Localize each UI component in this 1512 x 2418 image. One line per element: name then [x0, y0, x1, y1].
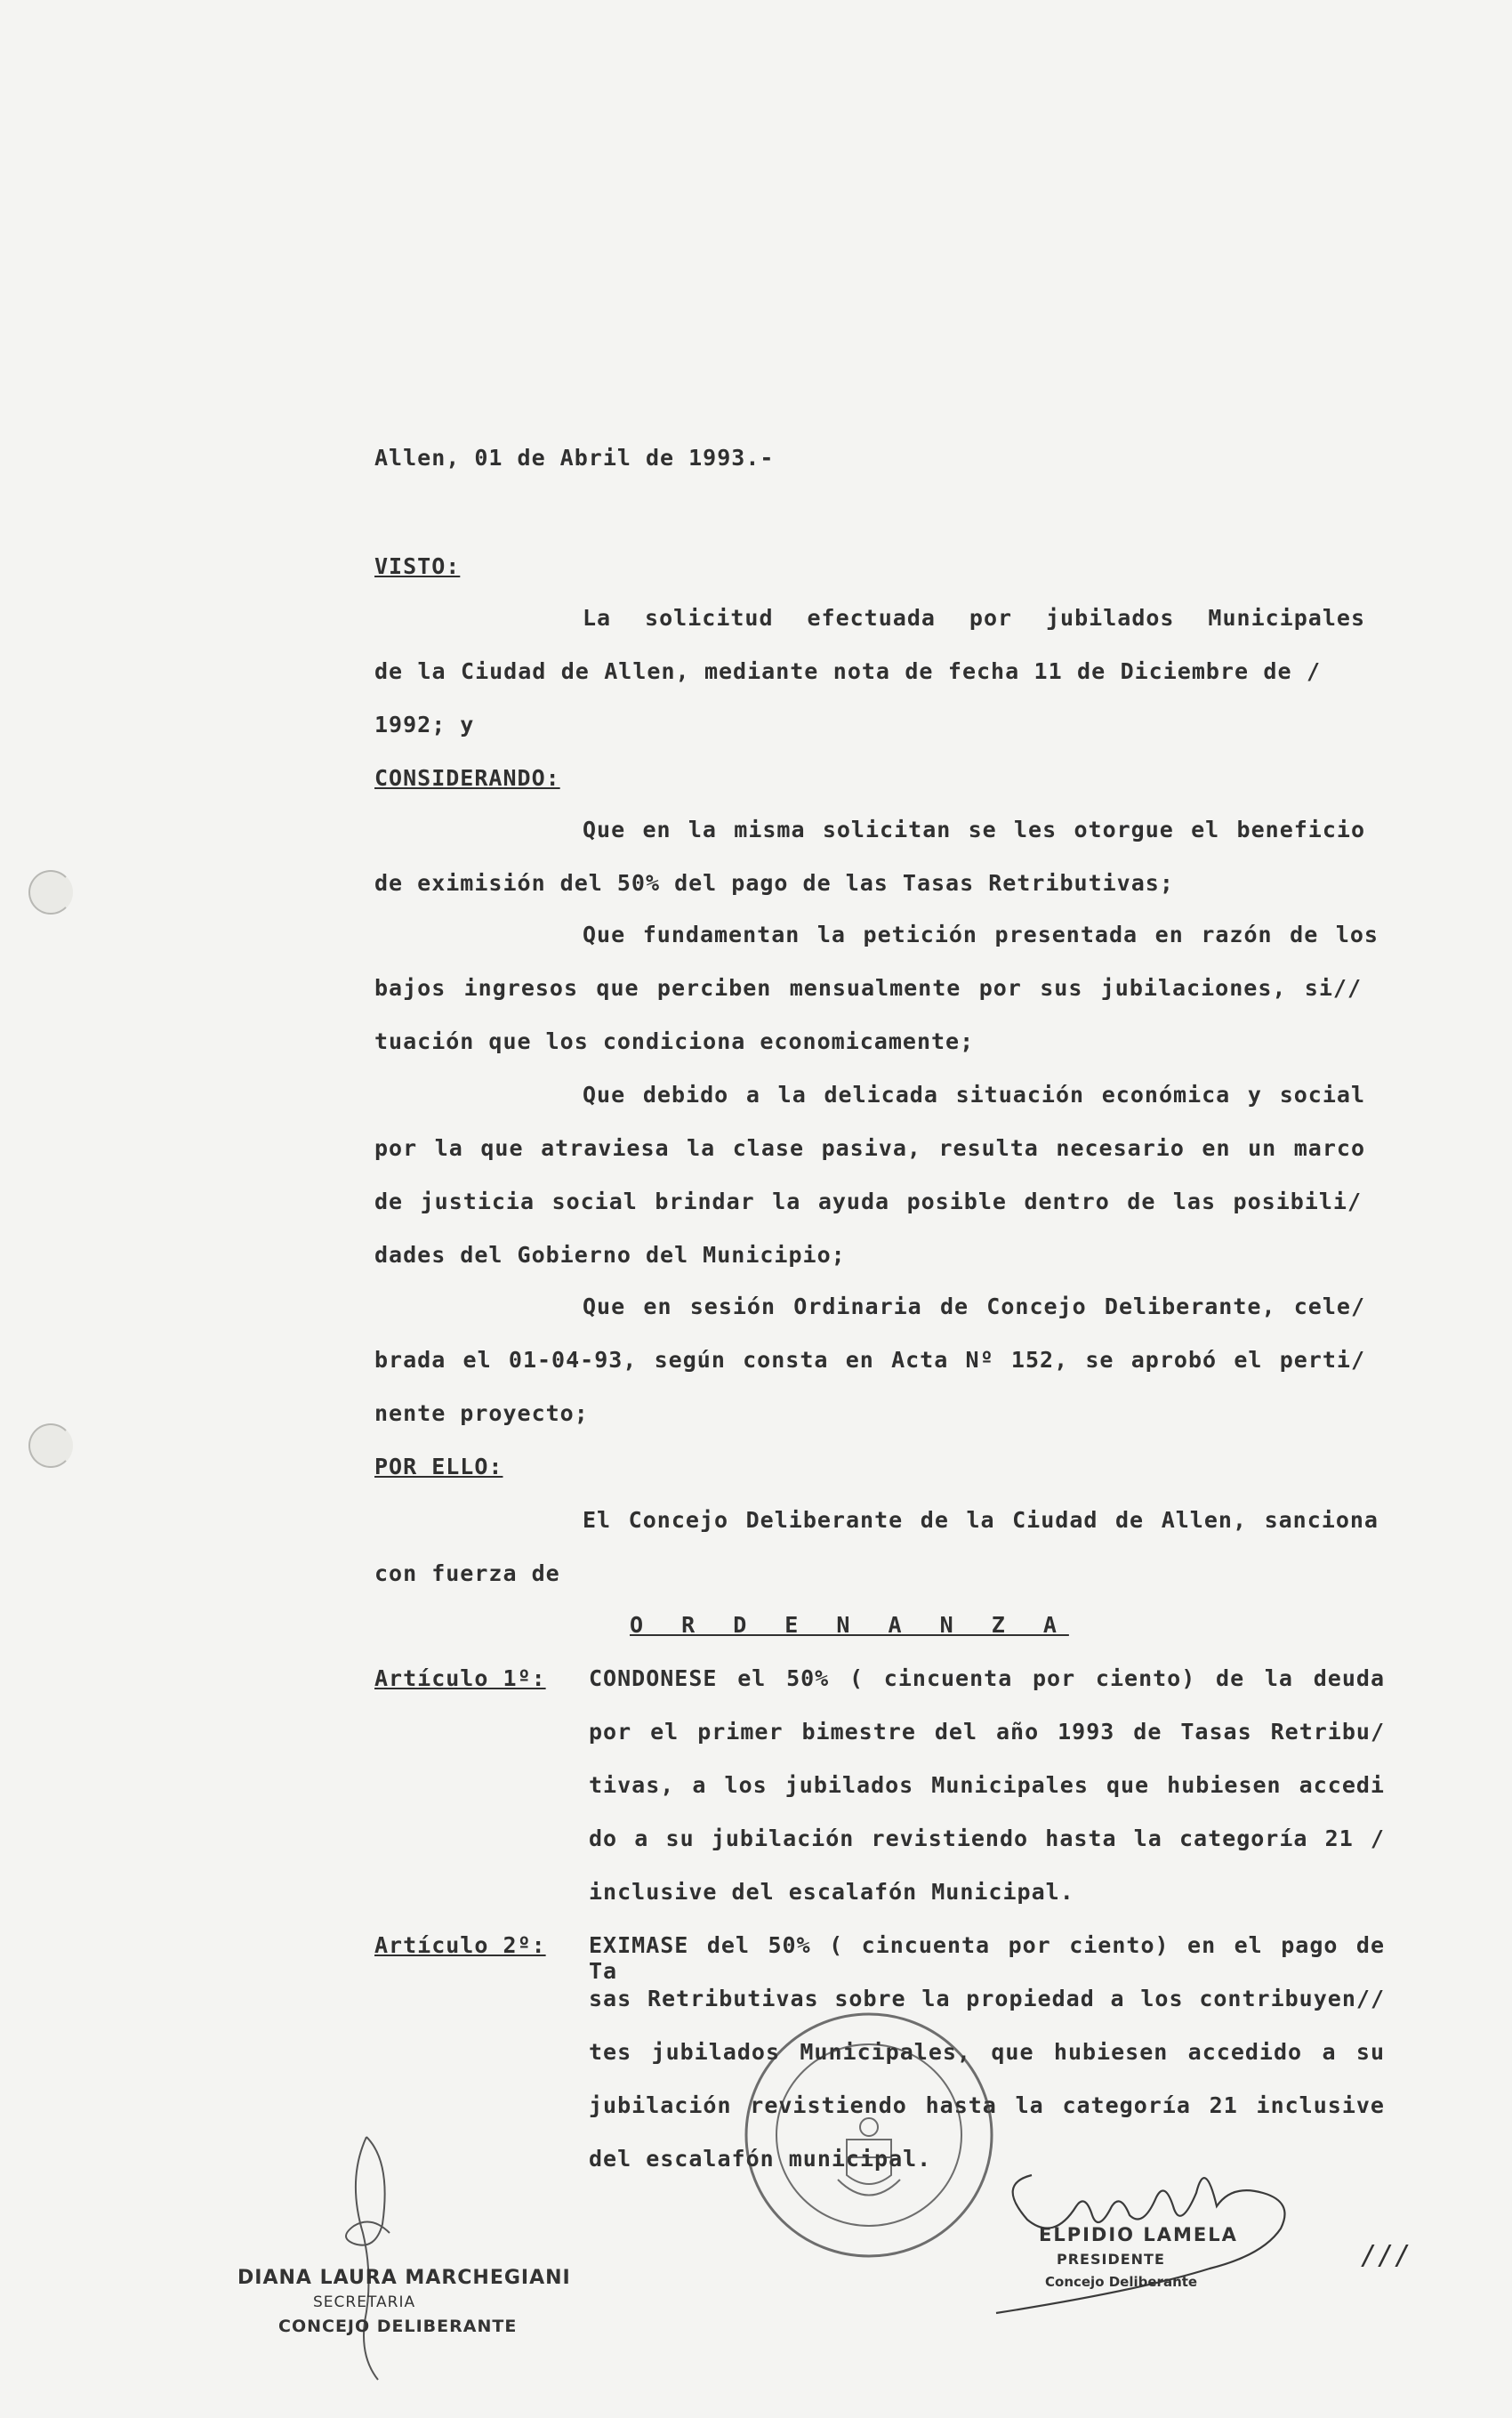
- secretaria-name: DIANA LAURA MARCHEGIANI: [237, 2267, 571, 2289]
- considerando-heading: CONSIDERANDO:: [374, 765, 560, 791]
- considerando-line-6: Que debido a la delicada situación económica y social: [583, 1082, 1365, 1108]
- articulo-1-label: Artículo 1º:: [374, 1665, 546, 1691]
- ordenanza-title: O R D E N A N Z A: [630, 1612, 1069, 1638]
- secretaria-signature: [311, 2126, 445, 2384]
- considerando-line-3: Que fundamentan la petición presentada en razón de los: [583, 922, 1379, 947]
- articulo-1-line-3: tivas, a los jubilados Municipales que hubiesen accedi: [589, 1772, 1385, 1798]
- punch-hole-top: [28, 870, 73, 915]
- considerando-line-5: tuación que los condiciona economicamente;: [374, 1028, 975, 1054]
- visto-heading: VISTO:: [374, 553, 461, 579]
- document-date: Allen, 01 de Abril de 1993.-: [374, 445, 775, 471]
- articulo-1-line-5: inclusive del escalafón Municipal.: [589, 1879, 1074, 1905]
- por-ello-line-2: con fuerza de: [374, 1560, 560, 1586]
- articulo-1-line-4: do a su jubilación revistiendo hasta la categoría 21 /: [589, 1826, 1385, 1851]
- considerando-line-10: Que en sesión Ordinaria de Concejo Deliberante, cele/: [583, 1294, 1365, 1319]
- considerando-line-4: bajos ingresos que perciben mensualmente por sus jubilaciones, si//: [374, 975, 1362, 1001]
- considerando-line-12: nente proyecto;: [374, 1400, 589, 1426]
- municipal-seal-stamp: [740, 2006, 998, 2264]
- articulo-2-line-5: del escalafón municipal.: [589, 2146, 932, 2172]
- considerando-line-8: de justicia social brindar la ayuda posible dentro de las posibili/: [374, 1189, 1362, 1214]
- considerando-line-2: de eximisión del 50% del pago de las Tasas Retributivas;: [374, 870, 1174, 896]
- presidente-role: PRESIDENTE: [1057, 2251, 1165, 2268]
- punch-hole-bottom: [28, 1423, 73, 1468]
- por-ello-heading: POR ELLO:: [374, 1454, 503, 1479]
- presidente-body: Concejo Deliberante: [1045, 2274, 1198, 2290]
- articulo-1-line-1: CONDONESE el 50% ( cincuenta por ciento) de la deuda: [589, 1665, 1385, 1691]
- considerando-line-7: por la que atraviesa la clase pasiva, resulta necesario en un marco: [374, 1135, 1365, 1161]
- continuation-mark: ///: [1361, 2240, 1412, 2271]
- visto-line-2: de la Ciudad de Allen, mediante nota de fecha 11 de Diciembre de /: [374, 658, 1321, 684]
- presidente-name: ELPIDIO LAMELA: [1039, 2224, 1238, 2245]
- articulo-2-line-4: jubilación revistiendo hasta la categoría 21 inclusive: [589, 2092, 1385, 2118]
- articulo-1-line-2: por el primer bimestre del año 1993 de Tasas Retribu/: [589, 1719, 1385, 1745]
- secretaria-role: SECRETARIA: [313, 2293, 416, 2311]
- secretaria-body: CONCEJO DELIBERANTE: [278, 2317, 518, 2336]
- considerando-line-1: Que en la misma solicitan se les otorgue el beneficio: [583, 817, 1365, 842]
- articulo-2-line-3: tes jubilados Municipales, que hubiesen accedido a su: [589, 2039, 1385, 2065]
- articulo-2-line-2: sas Retributivas sobre la propiedad a los contribuyen//: [589, 1986, 1385, 2011]
- visto-line-1: La solicitud efectuada por jubilados Municipales: [583, 605, 1365, 631]
- articulo-2-label: Artículo 2º:: [374, 1932, 546, 1958]
- articulo-2-line-1: EXIMASE del 50% ( cincuenta por ciento) en el pago de Ta: [589, 1932, 1385, 1984]
- por-ello-line-1: El Concejo Deliberante de la Ciudad de Allen, sanciona: [583, 1507, 1379, 1533]
- considerando-line-9: dades del Gobierno del Municipio;: [374, 1242, 846, 1268]
- considerando-line-11: brada el 01-04-93, según consta en Acta Nº 152, se aprobó el perti/: [374, 1347, 1365, 1373]
- visto-line-3: 1992; y: [374, 712, 475, 737]
